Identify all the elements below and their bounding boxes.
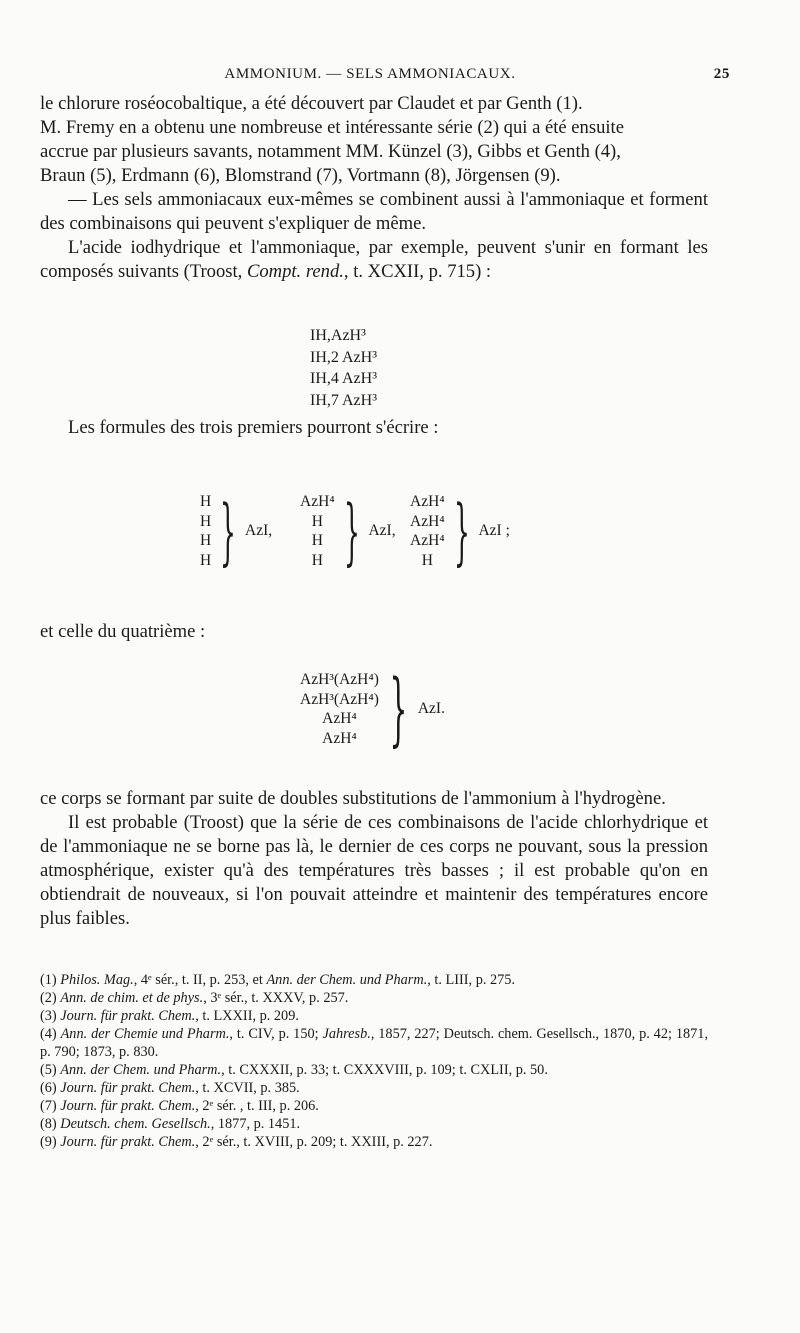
page-number: 25 [713,66,730,82]
paragraph-4 [40,787,708,931]
compound-formula: IH,4 AzH³ [310,370,378,387]
formula-term: H [311,532,323,549]
footnote-number: (5) [40,1062,57,1078]
formula-stack [200,492,211,570]
formula-anion: AzI, [245,522,273,540]
paragraph-substitutions: ce corps se formant par suite de doubles substitutions de l'ammonium à l'hydrogène. [40,788,666,809]
footnote-7 [40,1097,708,1115]
right-brace-icon: } [453,489,470,573]
footnote-ref: , 2ᵉ sér., t. XVIII, p. 209; t. XXIII, p. 227. [195,1134,433,1150]
formula-term: AzH⁴ [300,493,335,510]
formula-term: H [200,551,212,569]
paragraph-line: accrue par plusieurs savants, notamment MM. Künzel (3), Gibbs et Genth (4), [40,141,621,162]
right-brace-icon: } [220,489,237,573]
running-head-title: AMMONIUM. — SELS AMMONIACAUX. [224,66,516,82]
footnote-number: (6) [40,1080,57,1096]
footnote-ref: , 2ᵉ sér. , t. III, p. 206. [195,1098,319,1114]
footnote-9 [40,1133,708,1151]
footnote-8 [40,1115,708,1133]
footnote-1 [40,971,708,989]
footnote-6 [40,1079,708,1097]
text-run: , t. XCXII, p. 715) : [343,261,492,282]
formula-term: AzH⁴ [410,493,445,510]
footnote-4 [40,1025,708,1061]
footnote-source: Deutsch. chem. Gesellsch. [60,1116,211,1132]
citation-italic: Compt. rend. [246,261,344,282]
footnote-source: Journ. für prakt. Chem. [60,1008,196,1024]
footnote-ref: , 4ᵉ sér., t. II, p. 253, et [133,972,267,988]
formula-term: H [200,512,212,530]
footnote-ref: , t. LIII, p. 275. [427,972,516,988]
formula-group-3 [410,489,510,573]
footnote-number: (7) [40,1098,57,1114]
text-run: L'acide iodhydrique et l'ammoniaque, par exemple, peuvent s'unir en formant les composés suivants (Troost, [40,237,708,282]
formula-term: AzH³(AzH⁴) [300,690,379,708]
formula-term: AzH⁴ [322,729,357,747]
footnote-source: Journ. für prakt. Chem. [60,1134,196,1150]
formula-term: H [311,551,323,569]
paragraph-ammoniacal-salts: — Les sels ammoniacaux eux-mêmes se combinent aussi à l'ammoniaque et forment des combinaisons qui peuvent s'expliquer de même. [40,189,708,234]
formula-stack [410,492,445,570]
formula-anion: AzI, [368,522,396,540]
footnote-source: Ann. der Chem. und Pharm. [266,972,428,988]
compound-formula: IH,7 AzH³ [310,391,378,409]
footnote-number: (2) [40,990,57,1006]
footnote-5 [40,1061,708,1079]
formula-term: H [200,493,212,510]
paragraph-line: M. Fremy en a obtenu une nombreuse et intéressante série (2) qui a été ensuite [40,117,624,138]
compound-formula: IH,2 AzH³ [310,348,378,366]
formula-term: AzH⁴ [410,532,445,549]
compound-formula: IH,AzH³ [310,327,366,344]
right-brace-icon: } [343,489,360,573]
formula-term: AzH⁴ [410,512,445,530]
footnote-number: (3) [40,1008,57,1024]
footnote-source: Ann. der Chem. und Pharm. [60,1062,222,1078]
formula-anion: AzI. [417,700,445,718]
formula-term: H [421,551,433,569]
paragraph-line: Braun (5), Erdmann (6), Blomstrand (7), Vortmann (8), Jörgensen (9). [40,165,561,186]
formula-term: AzH⁴ [322,710,357,727]
footnote-source: Ann. de chim. et de phys. [60,990,204,1006]
paragraph-line: le chlorure roséocobaltique, a été découvert par Claudet et par Genth (1). [40,93,583,114]
formula-group-4 [300,662,445,755]
footnote-number: (8) [40,1116,57,1132]
footnote-ref: , t. CIV, p. 150; [229,1026,323,1042]
footnote-number: (4) [40,1026,57,1042]
footnote-ref: , t. XCVII, p. 385. [195,1080,300,1096]
paragraph-troost-probable: Il est probable (Troost) que la série de ces combinaisons de l'acide chlorhydrique et de l'ammoniaque ne se borne pas là, le dernier de ces corps ne pouvant, sous la pression atmosphérique, exister qu'à des températures très basses ; il est probable qu'on en obtiendrait de nouveaux, si l'on pouvait atteindre et maintenir des températures encore plus faibles. [40,812,708,929]
paragraph-3 [40,620,708,644]
footnote-2 [40,989,708,1007]
footnote-3 [40,1007,708,1025]
footnote-source: Jahresb. [322,1026,371,1042]
formula-anion: AzI ; [478,522,510,540]
paragraph-fourth-intro: et celle du quatrième : [40,621,206,642]
footnote-ref: , t. LXXII, p. 209. [195,1008,299,1024]
formula-group-2 [300,489,396,573]
paragraph-2 [40,416,708,440]
footnote-number: (9) [40,1134,57,1150]
footnote-ref: , 3ᵉ sér., t. XXXV, p. 257. [203,990,349,1006]
footnote-number: (1) [40,972,57,988]
footnote-source: Journ. für prakt. Chem. [60,1080,196,1096]
footnote-source: Journ. für prakt. Chem. [60,1098,196,1114]
compound-list [310,325,377,411]
footnote-source: Philos. Mag. [60,972,134,988]
footnotes [40,971,708,1151]
footnote-ref: , 1857, 227; Deutsch. chem. Gesellsch., 1870, p. 42; 1871, p. 790; 1873, p. 830. [40,1026,709,1060]
right-brace-icon: } [389,662,408,755]
formula-term: AzH³(AzH⁴) [300,671,379,688]
footnote-ref: , t. CXXXII, p. 33; t. CXXXVIII, p. 109; t. CXLII, p. 50. [221,1062,548,1078]
paragraph-iodhydric-acid [40,236,708,284]
formula-term: H [311,512,323,530]
formula-stack [300,492,335,570]
paragraph-formulas-intro: Les formules des trois premiers pourront s'écrire : [68,417,439,438]
formula-group-1 [200,489,273,573]
formula-stack [300,670,379,748]
formula-term: H [200,532,212,549]
paragraph-1 [40,92,708,284]
footnote-source: Ann. der Chemie und Pharm. [60,1026,230,1042]
footnote-ref: , 1877, p. 1451. [210,1116,301,1132]
